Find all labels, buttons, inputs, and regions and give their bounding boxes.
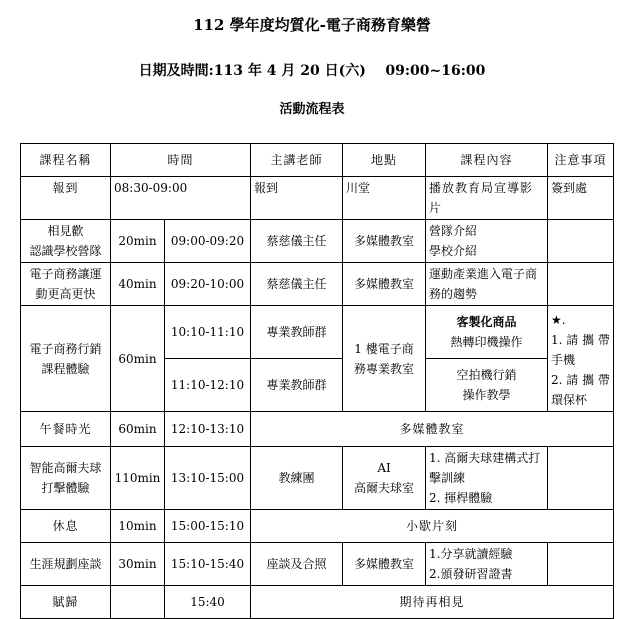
location-line: 高爾夫球室 bbox=[354, 481, 415, 495]
note-cell bbox=[548, 220, 614, 263]
time-cell: 15:00-15:10 bbox=[165, 510, 251, 543]
time-cell: 15:10-15:40 bbox=[165, 543, 251, 586]
content-cell bbox=[426, 543, 548, 586]
table-row bbox=[21, 177, 614, 220]
time-cell: 11:10-12:10 bbox=[165, 359, 251, 412]
header-time: 時間 bbox=[111, 144, 251, 177]
schedule-subtitle: 活動流程表 bbox=[279, 102, 345, 117]
note-cell bbox=[548, 306, 614, 412]
location-cell: 多媒體教室 bbox=[343, 220, 426, 263]
table-row bbox=[21, 586, 614, 619]
content-line: 2. 揮桿體驗 bbox=[429, 491, 493, 505]
note-cell bbox=[548, 263, 614, 306]
course-name bbox=[21, 306, 111, 412]
time-cell: 15:40 bbox=[165, 586, 251, 619]
page-title: 112 學年度均質化-電子商務育樂營 bbox=[193, 16, 431, 34]
teacher-cell: 教練團 bbox=[251, 447, 343, 510]
time-cell: 12:10-13:10 bbox=[165, 412, 251, 447]
content-cell bbox=[426, 447, 548, 510]
table-row bbox=[21, 543, 614, 586]
course-name-line: 相見歡 bbox=[47, 224, 84, 238]
content-cell: 運動產業進入電子商務的趨勢 bbox=[426, 263, 548, 306]
table-row bbox=[21, 510, 614, 543]
table-row bbox=[21, 220, 614, 263]
teacher-cell: 專業教師群 bbox=[251, 306, 343, 359]
location-line: AI bbox=[377, 461, 391, 475]
table-row bbox=[21, 263, 614, 306]
course-name: 報到 bbox=[21, 177, 111, 220]
location-cell bbox=[343, 306, 426, 412]
content-line: 客製化商品 bbox=[456, 315, 517, 329]
header-content: 課程內容 bbox=[426, 144, 548, 177]
course-name: 休息 bbox=[21, 510, 111, 543]
table-row bbox=[21, 412, 614, 447]
time-cell: 08:30-09:00 bbox=[111, 177, 251, 220]
course-name-line: 課程體驗 bbox=[41, 361, 90, 376]
note-line: ★. bbox=[551, 313, 566, 327]
duration-cell: 40min bbox=[111, 263, 165, 306]
duration-cell: 60min bbox=[111, 412, 165, 447]
duration-cell: 20min bbox=[111, 220, 165, 263]
note-cell: 簽到處 bbox=[548, 177, 614, 220]
content-cell bbox=[426, 359, 548, 412]
course-name: 午餐時光 bbox=[21, 412, 111, 447]
time-cell: 13:10-15:00 bbox=[165, 447, 251, 510]
course-name-line: 智能高爾夫球 bbox=[29, 461, 102, 475]
activity-cell: 小歇片刻 bbox=[251, 510, 614, 543]
time-cell: 09:00-09:20 bbox=[165, 220, 251, 263]
content-line: 操作教學 bbox=[462, 388, 511, 402]
teacher-cell: 蔡慈儀主任 bbox=[251, 220, 343, 263]
content-line: 熱轉印機操作 bbox=[450, 335, 523, 349]
content-line: 1. 高爾夫球建構式打擊訓練 bbox=[429, 451, 541, 485]
location-cell: 多媒體教室 bbox=[343, 543, 426, 586]
course-name bbox=[21, 220, 111, 263]
course-name: 生涯規劃座談 bbox=[21, 543, 111, 586]
content-cell bbox=[426, 220, 548, 263]
course-name-line: 電子商務行銷 bbox=[29, 341, 102, 356]
table-row bbox=[21, 306, 614, 359]
header-notes: 注意事項 bbox=[548, 144, 614, 177]
teacher-cell: 蔡慈儀主任 bbox=[251, 263, 343, 306]
duration-cell: 10min bbox=[111, 510, 165, 543]
content-cell bbox=[426, 306, 548, 359]
location-cell: 多媒體教室 bbox=[343, 263, 426, 306]
duration-cell bbox=[111, 586, 165, 619]
note-cell bbox=[548, 543, 614, 586]
location-cell bbox=[343, 447, 426, 510]
header-teacher: 主講老師 bbox=[251, 144, 343, 177]
teacher-cell: 座談及合照 bbox=[251, 543, 343, 586]
duration-cell: 110min bbox=[111, 447, 165, 510]
location-cell: 多媒體教室 bbox=[251, 412, 614, 447]
header-location: 地點 bbox=[343, 144, 426, 177]
schedule-table bbox=[20, 143, 614, 619]
content-line: 1.分享就讀經驗 bbox=[429, 547, 513, 561]
teacher-cell: 報到 bbox=[251, 177, 343, 220]
duration-cell: 60min bbox=[111, 306, 165, 412]
location-cell: 川堂 bbox=[343, 177, 426, 220]
table-header-row bbox=[21, 144, 614, 177]
course-name: 電子商務讓運動更高更快 bbox=[21, 263, 111, 306]
content-line: 學校介紹 bbox=[429, 244, 478, 258]
table-row bbox=[21, 447, 614, 510]
duration-cell: 30min bbox=[111, 543, 165, 586]
content-cell: 播放教育局宣導影片 bbox=[426, 177, 548, 220]
content-line: 2.頒發研習證書 bbox=[429, 567, 513, 581]
header-course-name: 課程名稱 bbox=[21, 144, 111, 177]
time-cell: 10:10-11:10 bbox=[165, 306, 251, 359]
course-name-line: 認識學校營隊 bbox=[29, 244, 102, 258]
event-datetime: 日期及時間:113 年 4 月 20 日(六) 09:00~16:00 bbox=[138, 63, 486, 79]
course-name-line: 打擊體驗 bbox=[41, 481, 90, 495]
note-line: 2. 請 攜 帶環保杯 bbox=[551, 373, 610, 407]
content-line: 營隊介紹 bbox=[429, 224, 478, 238]
location-line: 務專業教室 bbox=[354, 361, 415, 376]
location-line: 1 樓電子商 bbox=[354, 341, 414, 356]
course-name bbox=[21, 447, 111, 510]
teacher-cell: 專業教師群 bbox=[251, 359, 343, 412]
content-line: 空拍機行銷 bbox=[456, 368, 517, 382]
course-name: 賦歸 bbox=[21, 586, 111, 619]
time-cell: 09:20-10:00 bbox=[165, 263, 251, 306]
note-line: 1. 請 攜 帶手機 bbox=[551, 333, 610, 367]
note-cell bbox=[548, 447, 614, 510]
message-cell: 期待再相見 bbox=[251, 586, 614, 619]
